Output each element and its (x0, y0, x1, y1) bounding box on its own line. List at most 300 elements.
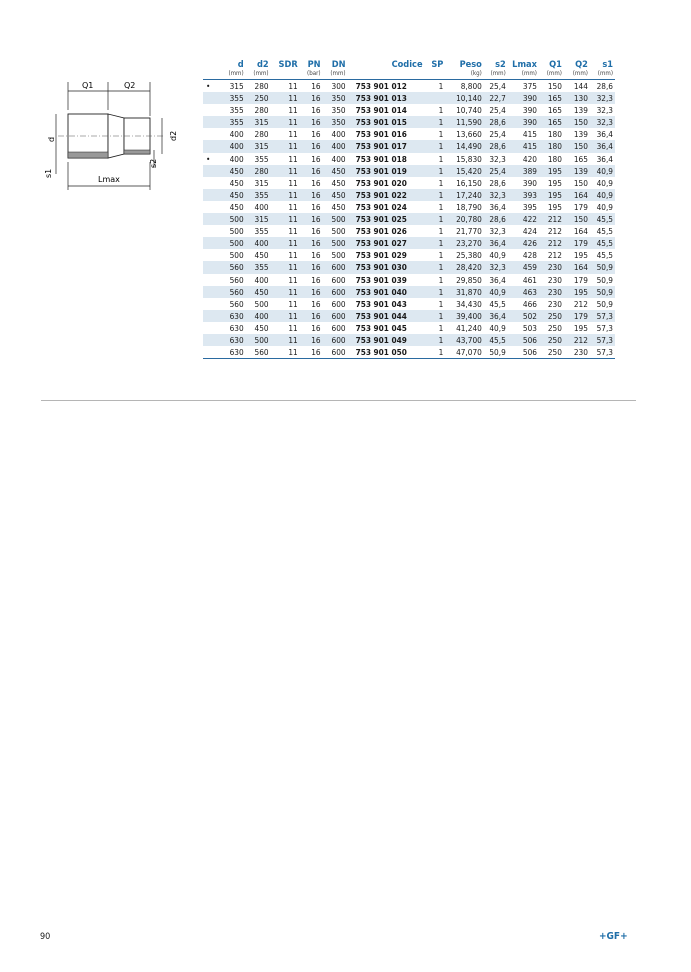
table-cell: 195 (539, 165, 564, 177)
table-cell: 16 (300, 92, 323, 104)
table-cell: 164 (564, 261, 590, 273)
table-cell: 11 (271, 92, 300, 104)
table-cell: 32,3 (484, 261, 508, 273)
column-header: Codice (391, 59, 423, 70)
table-cell (203, 225, 221, 237)
table-cell: 195 (547, 201, 562, 212)
table-cell: 36,4 (596, 153, 613, 164)
table-cell: 180 (547, 129, 562, 140)
table-row (203, 261, 615, 273)
table-cell: 1 (438, 226, 444, 237)
table-cell: 11 (271, 189, 300, 201)
table-cell: 1 (425, 116, 446, 128)
table-cell (203, 334, 221, 346)
table-cell: 1 (425, 261, 446, 273)
table-cell: 1 (425, 286, 446, 298)
column-unit: (mm) (508, 70, 539, 80)
table-cell: 25,4 (489, 105, 506, 116)
s2-label: s2 (149, 158, 158, 168)
q1-label: Q1 (82, 81, 94, 90)
table-cell: 16 (300, 213, 323, 225)
column-header: Q1 (549, 59, 562, 70)
table-cell: 280 (254, 81, 269, 91)
table-cell: 1 (438, 129, 444, 140)
product-code: 753 901 017 (348, 140, 425, 152)
table-cell: 450 (221, 165, 246, 177)
table-cell: 16 (311, 105, 321, 116)
table-cell: 1 (438, 201, 444, 212)
table-cell: 28,6 (489, 177, 506, 188)
table-cell: 355 (246, 261, 271, 273)
table-cell: 389 (508, 165, 539, 177)
table-cell: 424 (522, 226, 537, 237)
product-code: 753 901 043 (355, 298, 407, 309)
column-unit: (mm) (323, 70, 348, 80)
table-cell: 450 (254, 250, 269, 261)
table-cell: 600 (331, 298, 346, 309)
table-cell: 393 (508, 189, 539, 201)
table-row (203, 213, 615, 225)
table-row (203, 225, 615, 237)
table-cell: 355 (254, 153, 269, 164)
table-cell: 18,790 (456, 201, 482, 212)
table-cell (203, 177, 221, 189)
table-cell: 150 (573, 177, 588, 188)
product-code: 753 901 027 (348, 237, 425, 249)
table-cell: 1 (425, 140, 446, 152)
table-cell: 315 (246, 140, 271, 152)
table-cell: 461 (522, 274, 537, 285)
column-unit: (kg) (445, 70, 483, 80)
lmax-label: Lmax (98, 175, 120, 184)
table-cell: 1 (425, 165, 446, 177)
table-row (203, 128, 615, 140)
table-row (203, 116, 615, 128)
table-cell: 11 (271, 286, 300, 298)
table-cell: 400 (221, 140, 246, 152)
product-code: 753 901 013 (348, 92, 425, 104)
table-cell: 23,270 (445, 237, 483, 249)
table-cell: 15,830 (456, 153, 482, 164)
table-cell: 415 (522, 129, 537, 140)
table-cell: 400 (323, 140, 348, 152)
table-cell: 560 (221, 261, 246, 273)
table-cell: 11,590 (445, 116, 483, 128)
column-unit (425, 70, 446, 80)
table-cell: 11 (271, 334, 300, 346)
table-cell: 212 (547, 250, 562, 261)
table-row (203, 286, 615, 298)
table-cell: 21,770 (456, 226, 482, 237)
table-cell: 165 (539, 116, 564, 128)
table-cell: 41,240 (456, 322, 482, 333)
table-cell: 280 (254, 105, 269, 116)
table-cell: 50,9 (484, 346, 508, 359)
table-cell (425, 92, 446, 104)
column-header: s1 (602, 59, 613, 70)
table-cell (203, 286, 221, 298)
table-cell: 20,780 (445, 213, 483, 225)
table-cell: 500 (331, 250, 346, 261)
table-cell: 400 (331, 153, 346, 164)
table-cell: 32,3 (596, 105, 613, 116)
table-cell: 25,4 (484, 165, 508, 177)
table-cell: 630 (221, 346, 246, 359)
table-cell: 28,6 (484, 213, 508, 225)
table-cell: 139 (573, 129, 588, 140)
product-code: 753 901 026 (355, 226, 407, 237)
column-unit: (mm) (564, 70, 590, 80)
column-header: SDR (278, 59, 298, 70)
table-cell: 230 (539, 261, 564, 273)
column-header: Lmax (512, 59, 537, 70)
table-row (203, 201, 615, 213)
column-unit: (bar) (300, 70, 323, 80)
table-row (203, 165, 615, 177)
table-cell: 400 (229, 129, 244, 140)
table-cell: 150 (547, 81, 562, 91)
table-cell: 32,3 (489, 226, 506, 237)
table-cell: 355 (221, 92, 246, 104)
table-cell: 400 (246, 237, 271, 249)
table-cell: 1 (438, 250, 444, 261)
table-cell: 11 (288, 201, 298, 212)
table-cell: 355 (246, 189, 271, 201)
table-cell: 463 (508, 286, 539, 298)
column-header: d2 (256, 59, 269, 70)
table-cell: 600 (323, 346, 348, 359)
table-cell: 230 (547, 274, 562, 285)
table-cell: 11 (271, 140, 300, 152)
table-row (203, 153, 615, 165)
table-cell: 43,700 (445, 334, 483, 346)
table-cell: 39,400 (445, 310, 483, 322)
table-cell: 50,9 (590, 261, 615, 273)
table-cell: 600 (323, 286, 348, 298)
table-cell: 11 (288, 274, 298, 285)
page-number: 90 (40, 932, 51, 942)
table-cell: 14,490 (445, 140, 483, 152)
table-cell: 500 (229, 250, 244, 261)
section-divider (41, 400, 636, 401)
table-cell: 11 (271, 213, 300, 225)
product-code: 753 901 014 (355, 105, 407, 116)
table-cell: 350 (323, 92, 348, 104)
table-cell: 11 (288, 250, 298, 261)
table-cell: 11 (271, 310, 300, 322)
table-cell: 630 (229, 322, 244, 333)
column-header: d (237, 59, 244, 70)
table-cell: 315 (229, 81, 244, 91)
column-unit (348, 70, 425, 80)
table-cell: 1 (425, 346, 446, 359)
table-cell: 450 (254, 322, 269, 333)
table-cell: 422 (508, 213, 539, 225)
column-header (203, 57, 221, 70)
table-cell: 16 (311, 201, 321, 212)
table-cell: 50,9 (590, 286, 615, 298)
table-row (203, 189, 615, 201)
table-cell: 212 (547, 226, 562, 237)
table-cell (203, 201, 221, 213)
table-cell: 450 (229, 177, 244, 188)
table-cell: 11 (288, 226, 298, 237)
table-cell: 45,5 (489, 298, 506, 309)
table-cell: 25,380 (456, 250, 482, 261)
table-cell: 450 (331, 177, 346, 188)
table-cell: 500 (323, 213, 348, 225)
table-row (203, 249, 615, 261)
table-cell: 165 (539, 92, 564, 104)
table-cell: 212 (539, 213, 564, 225)
table-cell: 180 (539, 140, 564, 152)
table-cell: 428 (522, 250, 537, 261)
table-cell: 350 (323, 116, 348, 128)
table-cell: 450 (323, 189, 348, 201)
table-cell: • (206, 153, 211, 164)
table-cell (203, 249, 221, 261)
table-cell: 250 (539, 346, 564, 359)
column-header: SP (431, 59, 444, 70)
product-code: 753 901 049 (348, 334, 425, 346)
table-cell: 28,420 (445, 261, 483, 273)
table-row (203, 92, 615, 104)
table-cell: 212 (539, 237, 564, 249)
table-cell (203, 298, 221, 310)
table-cell: 212 (564, 334, 590, 346)
table-cell: 1 (425, 213, 446, 225)
product-code: 753 901 029 (355, 250, 407, 261)
table-cell: 280 (254, 129, 269, 140)
table-cell: 13,660 (456, 129, 482, 140)
table-cell: 16 (300, 140, 323, 152)
table-cell: 34,430 (456, 298, 482, 309)
product-code: 753 901 044 (348, 310, 425, 322)
table-cell: 630 (221, 334, 246, 346)
table-cell: 560 (246, 346, 271, 359)
table-cell: 179 (564, 310, 590, 322)
table-cell: 400 (254, 201, 269, 212)
table-cell: 32,3 (489, 153, 506, 164)
table-cell: 1 (438, 105, 444, 116)
table-cell: 16,150 (456, 177, 482, 188)
table-cell: 500 (221, 213, 246, 225)
table-cell (203, 261, 221, 273)
table-cell: 150 (564, 140, 590, 152)
table-row (203, 346, 615, 359)
table-cell: 16 (300, 116, 323, 128)
q2-label: Q2 (124, 81, 136, 90)
table-row (203, 334, 615, 346)
table-cell: 16 (311, 153, 321, 164)
product-code: 753 901 050 (348, 346, 425, 359)
table-row (203, 237, 615, 249)
table-cell: 315 (246, 213, 271, 225)
table-row (203, 274, 615, 286)
table-cell: 45,5 (590, 237, 615, 249)
table-cell: 28,6 (484, 140, 508, 152)
product-code: 753 901 030 (348, 261, 425, 273)
table-cell: 36,4 (484, 237, 508, 249)
table-cell: 195 (564, 286, 590, 298)
table-cell: 395 (522, 201, 537, 212)
table-cell: 11 (288, 298, 298, 309)
table-cell: 16 (311, 274, 321, 285)
table-cell: 1 (438, 298, 444, 309)
table-cell: 500 (254, 298, 269, 309)
column-unit (271, 70, 300, 80)
table-cell: 506 (508, 346, 539, 359)
column-unit (203, 70, 221, 80)
table-cell: 11 (288, 177, 298, 188)
table-cell: 390 (522, 177, 537, 188)
column-unit: (mm) (221, 70, 246, 80)
table-cell: 502 (508, 310, 539, 322)
table-row (203, 298, 615, 310)
table-cell: 57,3 (590, 346, 615, 359)
table-cell (203, 213, 221, 225)
table-cell: 450 (323, 165, 348, 177)
table-cell: 1 (438, 81, 444, 91)
table-cell: 16 (311, 81, 321, 91)
table-cell: 164 (564, 189, 590, 201)
table-cell: 32,3 (484, 189, 508, 201)
table-cell: 230 (547, 298, 562, 309)
table-cell: 280 (246, 165, 271, 177)
table-cell: • (206, 81, 211, 91)
table-cell: 16 (311, 250, 321, 261)
table-cell: 28,6 (484, 116, 508, 128)
table-cell: 500 (331, 226, 346, 237)
gf-logo: +GF+ (599, 931, 628, 942)
table-cell: 179 (564, 237, 590, 249)
table-cell: 195 (573, 322, 588, 333)
table-cell (203, 140, 221, 152)
table-cell: 40,9 (596, 201, 613, 212)
table-cell: 150 (564, 116, 590, 128)
product-code: 753 901 022 (348, 189, 425, 201)
table-cell: 1 (438, 274, 444, 285)
table-cell: 32,3 (590, 116, 615, 128)
table-cell: 150 (564, 213, 590, 225)
table-cell: 426 (508, 237, 539, 249)
table-cell: 17,240 (445, 189, 483, 201)
table-cell (203, 128, 221, 140)
table-cell: 40,9 (489, 250, 506, 261)
table-cell: 16 (311, 322, 321, 333)
column-header: Peso (459, 59, 482, 70)
table-cell: 600 (323, 261, 348, 273)
table-cell: 10,740 (456, 105, 482, 116)
table-cell: 11 (271, 165, 300, 177)
table-cell: 1 (438, 153, 444, 164)
table-cell: 420 (522, 153, 537, 164)
table-cell: 400 (229, 153, 244, 164)
table-cell: 8,800 (460, 81, 482, 91)
table-cell: 16 (300, 237, 323, 249)
table-cell: 415 (508, 140, 539, 152)
table-cell: 57,3 (590, 310, 615, 322)
table-cell: 1 (438, 322, 444, 333)
table-cell: 16 (300, 189, 323, 201)
table-cell: 57,3 (596, 322, 613, 333)
table-cell: 600 (331, 322, 346, 333)
spec-table (203, 57, 615, 359)
table-cell: 29,850 (456, 274, 482, 285)
table-cell (203, 104, 221, 116)
product-code: 753 901 015 (348, 116, 425, 128)
table-cell: 400 (246, 310, 271, 322)
table-cell: 11 (271, 237, 300, 249)
table-cell: 11 (271, 346, 300, 359)
table-cell: 450 (221, 189, 246, 201)
table-cell (203, 92, 221, 104)
table-cell: 45,5 (484, 334, 508, 346)
table-cell: 1 (425, 189, 446, 201)
table-cell: 40,9 (489, 322, 506, 333)
table-cell: 32,3 (590, 92, 615, 104)
table-cell: 450 (331, 201, 346, 212)
table-cell: 11 (288, 129, 298, 140)
table-cell: 139 (573, 105, 588, 116)
column-unit: (mm) (246, 70, 271, 80)
table-cell (203, 346, 221, 359)
table-cell: 47,070 (445, 346, 483, 359)
column-unit: (mm) (539, 70, 564, 80)
table-cell: 503 (522, 322, 537, 333)
column-header: Q2 (575, 59, 588, 70)
table-cell: 11 (271, 261, 300, 273)
table-cell: 11 (288, 322, 298, 333)
table-cell: 600 (323, 310, 348, 322)
table-cell: 57,3 (590, 334, 615, 346)
table-cell: 36,4 (590, 140, 615, 152)
table-cell: 11 (271, 116, 300, 128)
table-row (203, 80, 615, 93)
table-cell: 11 (288, 105, 298, 116)
product-code: 753 901 018 (355, 153, 407, 164)
table-cell: 45,5 (590, 213, 615, 225)
table-cell: 11 (288, 153, 298, 164)
table-cell: 355 (254, 226, 269, 237)
product-code: 753 901 040 (348, 286, 425, 298)
table-cell: 375 (522, 81, 537, 91)
table-cell: 250 (539, 310, 564, 322)
table-cell: 16 (300, 334, 323, 346)
table-cell: 164 (573, 226, 588, 237)
table-cell: 560 (229, 274, 244, 285)
table-row (203, 310, 615, 322)
product-code: 753 901 025 (348, 213, 425, 225)
table-cell: 500 (229, 226, 244, 237)
product-code: 753 901 039 (355, 274, 407, 285)
table-cell: 195 (573, 250, 588, 261)
table-cell: 36,4 (596, 129, 613, 140)
product-code: 753 901 024 (355, 201, 407, 212)
table-cell: 15,420 (445, 165, 483, 177)
table-cell: 130 (564, 92, 590, 104)
table-cell: 1 (425, 310, 446, 322)
table-cell (203, 165, 221, 177)
table-cell: 315 (246, 116, 271, 128)
table-cell: 139 (564, 165, 590, 177)
table-cell: 250 (539, 334, 564, 346)
table-cell: 250 (246, 92, 271, 104)
table-cell: 390 (508, 116, 539, 128)
table-cell: 212 (573, 298, 588, 309)
table-cell: 450 (246, 286, 271, 298)
table-cell: 45,5 (596, 226, 613, 237)
